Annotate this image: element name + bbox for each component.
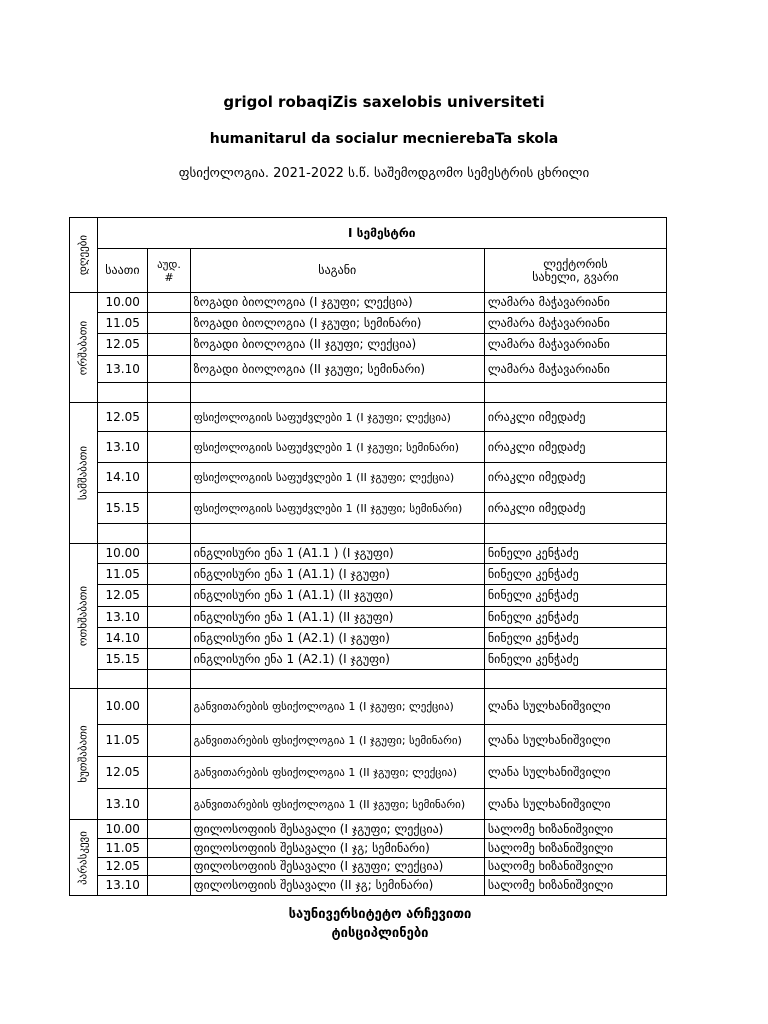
lecturer-cell: სალომე ხიზანიშვილი: [484, 820, 666, 839]
day-label-tuesday: სამშაბათი: [76, 445, 90, 501]
room-cell: [148, 313, 190, 334]
room-cell: [148, 356, 190, 383]
room-cell: [148, 839, 190, 858]
time-cell: 11.05: [97, 725, 148, 757]
subject-cell: ზოგადი ბიოლოგია (II ჯგუფი; ლექცია): [190, 334, 484, 356]
table-row: [70, 463, 667, 493]
table-row: [70, 334, 667, 356]
room-cell: [148, 493, 190, 524]
lecturer-cell: ლანა სულხანიშვილი: [484, 757, 666, 789]
room-cell: [148, 334, 190, 356]
subject-cell: განვითარების ფსიქოლოგია 1 (II ჯგუფი; ლექცია): [190, 757, 484, 789]
time-cell: 14.10: [97, 463, 148, 493]
time-cell: 11.05: [97, 313, 148, 334]
col-lecturer-line2: სახელი, გვარი: [532, 269, 619, 284]
school-title: humanitarul da socialur mecnierebaTa skola: [209, 131, 559, 147]
subject-cell: განვითარების ფსიქოლოგია 1 (I ჯგუფი; ლექცია): [190, 689, 484, 725]
days-header-cell: [70, 218, 98, 293]
subject-cell: განვითარების ფსიქოლოგია 1 (II ჯგუფი; სემინარი): [190, 789, 484, 820]
time-cell: 12.05: [97, 334, 148, 356]
lecturer-cell: ლანა სულხანიშვილი: [484, 689, 666, 725]
table-row: [70, 293, 667, 313]
lecturer-cell: ნინელი კენჭაძე: [484, 585, 666, 607]
subject-cell: ფსიქოლოგიის საფუძვლები 1 (II ჯგუფი; სემინარი): [190, 493, 484, 524]
room-cell: [148, 432, 190, 463]
subject-cell: ზოგადი ბიოლოგია (II ჯგუფი; სემინარი): [190, 356, 484, 383]
time-cell: 13.10: [97, 356, 148, 383]
semester-header-row: [70, 218, 667, 249]
spacer-row: [70, 383, 667, 403]
time-cell: 10.00: [97, 820, 148, 839]
day-cell-tuesday: [70, 403, 98, 544]
lecturer-cell: ნინელი კენჭაძე: [484, 628, 666, 649]
time-cell: 11.05: [97, 839, 148, 858]
lecturer-cell: ლამარა მაჭავარიანი: [484, 356, 666, 383]
subject-cell: ინგლისური ენა 1 (A1.1) (I ჯგუფი): [190, 564, 484, 585]
day-label-thursday: ხუთშაბათი: [76, 725, 90, 783]
semester-header: I სემესტრი: [97, 218, 666, 249]
table-row: [70, 649, 667, 670]
room-cell: [148, 689, 190, 725]
column-header-row: [70, 249, 667, 293]
room-cell: [148, 858, 190, 876]
lecturer-cell: ლამარა მაჭავარიანი: [484, 293, 666, 313]
room-cell: [148, 403, 190, 432]
lecturer-cell: ლანა სულხანიშვილი: [484, 789, 666, 820]
subject-cell: ინგლისური ენა 1 (A2.1) (I ჯგუფი): [190, 649, 484, 670]
table-row: [70, 876, 667, 896]
lecturer-cell: ირაკლი იმედაძე: [484, 403, 666, 432]
subject-cell: ინგლისური ენა 1 (A1.1) (II ჯგუფი): [190, 585, 484, 607]
table-row: [70, 607, 667, 628]
room-cell: [148, 649, 190, 670]
table-row: [70, 839, 667, 858]
table-row: [70, 564, 667, 585]
time-cell: 13.10: [97, 876, 148, 896]
lecturer-cell: ლამარა მაჭავარიანი: [484, 334, 666, 356]
subject-cell: განვითარების ფსიქოლოგია 1 (I ჯგუფი; სემინარი): [190, 725, 484, 757]
time-cell: 12.05: [97, 858, 148, 876]
spacer-row: [70, 524, 667, 544]
lecturer-cell: ნინელი კენჭაძე: [484, 544, 666, 564]
time-cell: 15.15: [97, 493, 148, 524]
schedule-title: ფსიქოლოგია. 2021-2022 ს.წ. საშემოდგომო სემესტრის ცხრილი: [178, 166, 590, 181]
subject-cell: ზოგადი ბიოლოგია (I ჯგუფი; ლექცია): [190, 293, 484, 313]
table-row: [70, 820, 667, 839]
day-cell-monday: [70, 293, 98, 403]
room-cell: [148, 876, 190, 896]
table-row: [70, 725, 667, 757]
time-cell: 12.05: [97, 403, 148, 432]
table-row: [70, 544, 667, 564]
col-lecturer-line1: ლექტორის: [543, 256, 608, 271]
electives-heading: [160, 905, 600, 941]
lecturer-cell: ნინელი კენჭაძე: [484, 564, 666, 585]
electives-line2: ტისციპლინები: [331, 926, 429, 941]
room-cell: [148, 789, 190, 820]
subject-cell: ფილოსოფიის შესავალი (II ჯგ; სემინარი): [190, 876, 484, 896]
table-row: [70, 858, 667, 876]
subject-cell: ინგლისური ენა 1 (A1.1 ) (I ჯგუფი): [190, 544, 484, 564]
room-cell: [148, 544, 190, 564]
days-header: დღეები: [76, 234, 90, 276]
room-cell: [148, 293, 190, 313]
time-cell: 10.00: [97, 544, 148, 564]
table-row: [70, 313, 667, 334]
lecturer-cell: ნინელი კენჭაძე: [484, 607, 666, 628]
subject-cell: ფილოსოფიის შესავალი (I ჯგუფი; ლექცია): [190, 858, 484, 876]
col-time-header: საათი: [97, 249, 148, 293]
day-label-friday: პარასკევი: [76, 830, 90, 885]
lecturer-cell: სალომე ხიზანიშვილი: [484, 839, 666, 858]
subject-cell: ფსიქოლოგიის საფუძვლები 1 (I ჯგუფი; ლექცია): [190, 403, 484, 432]
time-cell: 10.00: [97, 293, 148, 313]
table-row: [70, 493, 667, 524]
spacer-row: [70, 670, 667, 689]
table-row: [70, 432, 667, 463]
table-row: [70, 757, 667, 789]
schedule-table: [69, 217, 667, 896]
day-cell-wednesday: [70, 544, 98, 689]
time-cell: 15.15: [97, 649, 148, 670]
lecturer-cell: ლანა სულხანიშვილი: [484, 725, 666, 757]
subject-cell: ფილოსოფიის შესავალი (I ჯგ; სემინარი): [190, 839, 484, 858]
subject-cell: ზოგადი ბიოლოგია (I ჯგუფი; სემინარი): [190, 313, 484, 334]
lecturer-cell: ირაკლი იმედაძე: [484, 432, 666, 463]
room-cell: [148, 607, 190, 628]
time-cell: 12.05: [97, 585, 148, 607]
time-cell: 13.10: [97, 607, 148, 628]
lecturer-cell: ლამარა მაჭავარიანი: [484, 313, 666, 334]
subject-cell: ინგლისური ენა 1 (A1.1) (II ჯგუფი): [190, 607, 484, 628]
time-cell: 10.00: [97, 689, 148, 725]
time-cell: 13.10: [97, 432, 148, 463]
electives-line1: საუნივერსიტეტო არჩევითი: [288, 907, 472, 922]
subject-cell: ინგლისური ენა 1 (A2.1) (I ჯგუფი): [190, 628, 484, 649]
lecturer-cell: ირაკლი იმედაძე: [484, 463, 666, 493]
subject-cell: ფსიქოლოგიის საფუძვლები 1 (I ჯგუფი; სემინარი): [190, 432, 484, 463]
day-label-wednesday: ოთხშაბათი: [76, 585, 90, 647]
room-cell: [148, 463, 190, 493]
lecturer-cell: სალომე ხიზანიშვილი: [484, 858, 666, 876]
day-cell-thursday: [70, 689, 98, 820]
col-subject-header: საგანი: [190, 249, 484, 293]
time-cell: 12.05: [97, 757, 148, 789]
university-title: grigol robaqiZis saxelobis universiteti: [223, 93, 545, 111]
room-cell: [148, 757, 190, 789]
table-row: [70, 689, 667, 725]
table-row: [70, 403, 667, 432]
lecturer-cell: ნინელი კენჭაძე: [484, 649, 666, 670]
room-cell: [148, 820, 190, 839]
room-cell: [148, 628, 190, 649]
col-room-header: აუდ. #: [148, 249, 190, 293]
subject-cell: ფილოსოფიის შესავალი (I ჯგუფი; ლექცია): [190, 820, 484, 839]
time-cell: 11.05: [97, 564, 148, 585]
room-cell: [148, 585, 190, 607]
day-cell-friday: [70, 820, 98, 896]
table-row: [70, 789, 667, 820]
subject-cell: ფსიქოლოგიის საფუძვლები 1 (II ჯგუფი; ლექცია): [190, 463, 484, 493]
day-label-monday: ორშაბათი: [76, 320, 90, 375]
lecturer-cell: სალომე ხიზანიშვილი: [484, 876, 666, 896]
time-cell: 13.10: [97, 789, 148, 820]
col-lecturer-header: [484, 249, 666, 293]
lecturer-cell: ირაკლი იმედაძე: [484, 493, 666, 524]
room-cell: [148, 725, 190, 757]
table-row: [70, 628, 667, 649]
table-row: [70, 585, 667, 607]
room-cell: [148, 564, 190, 585]
table-row: [70, 356, 667, 383]
time-cell: 14.10: [97, 628, 148, 649]
